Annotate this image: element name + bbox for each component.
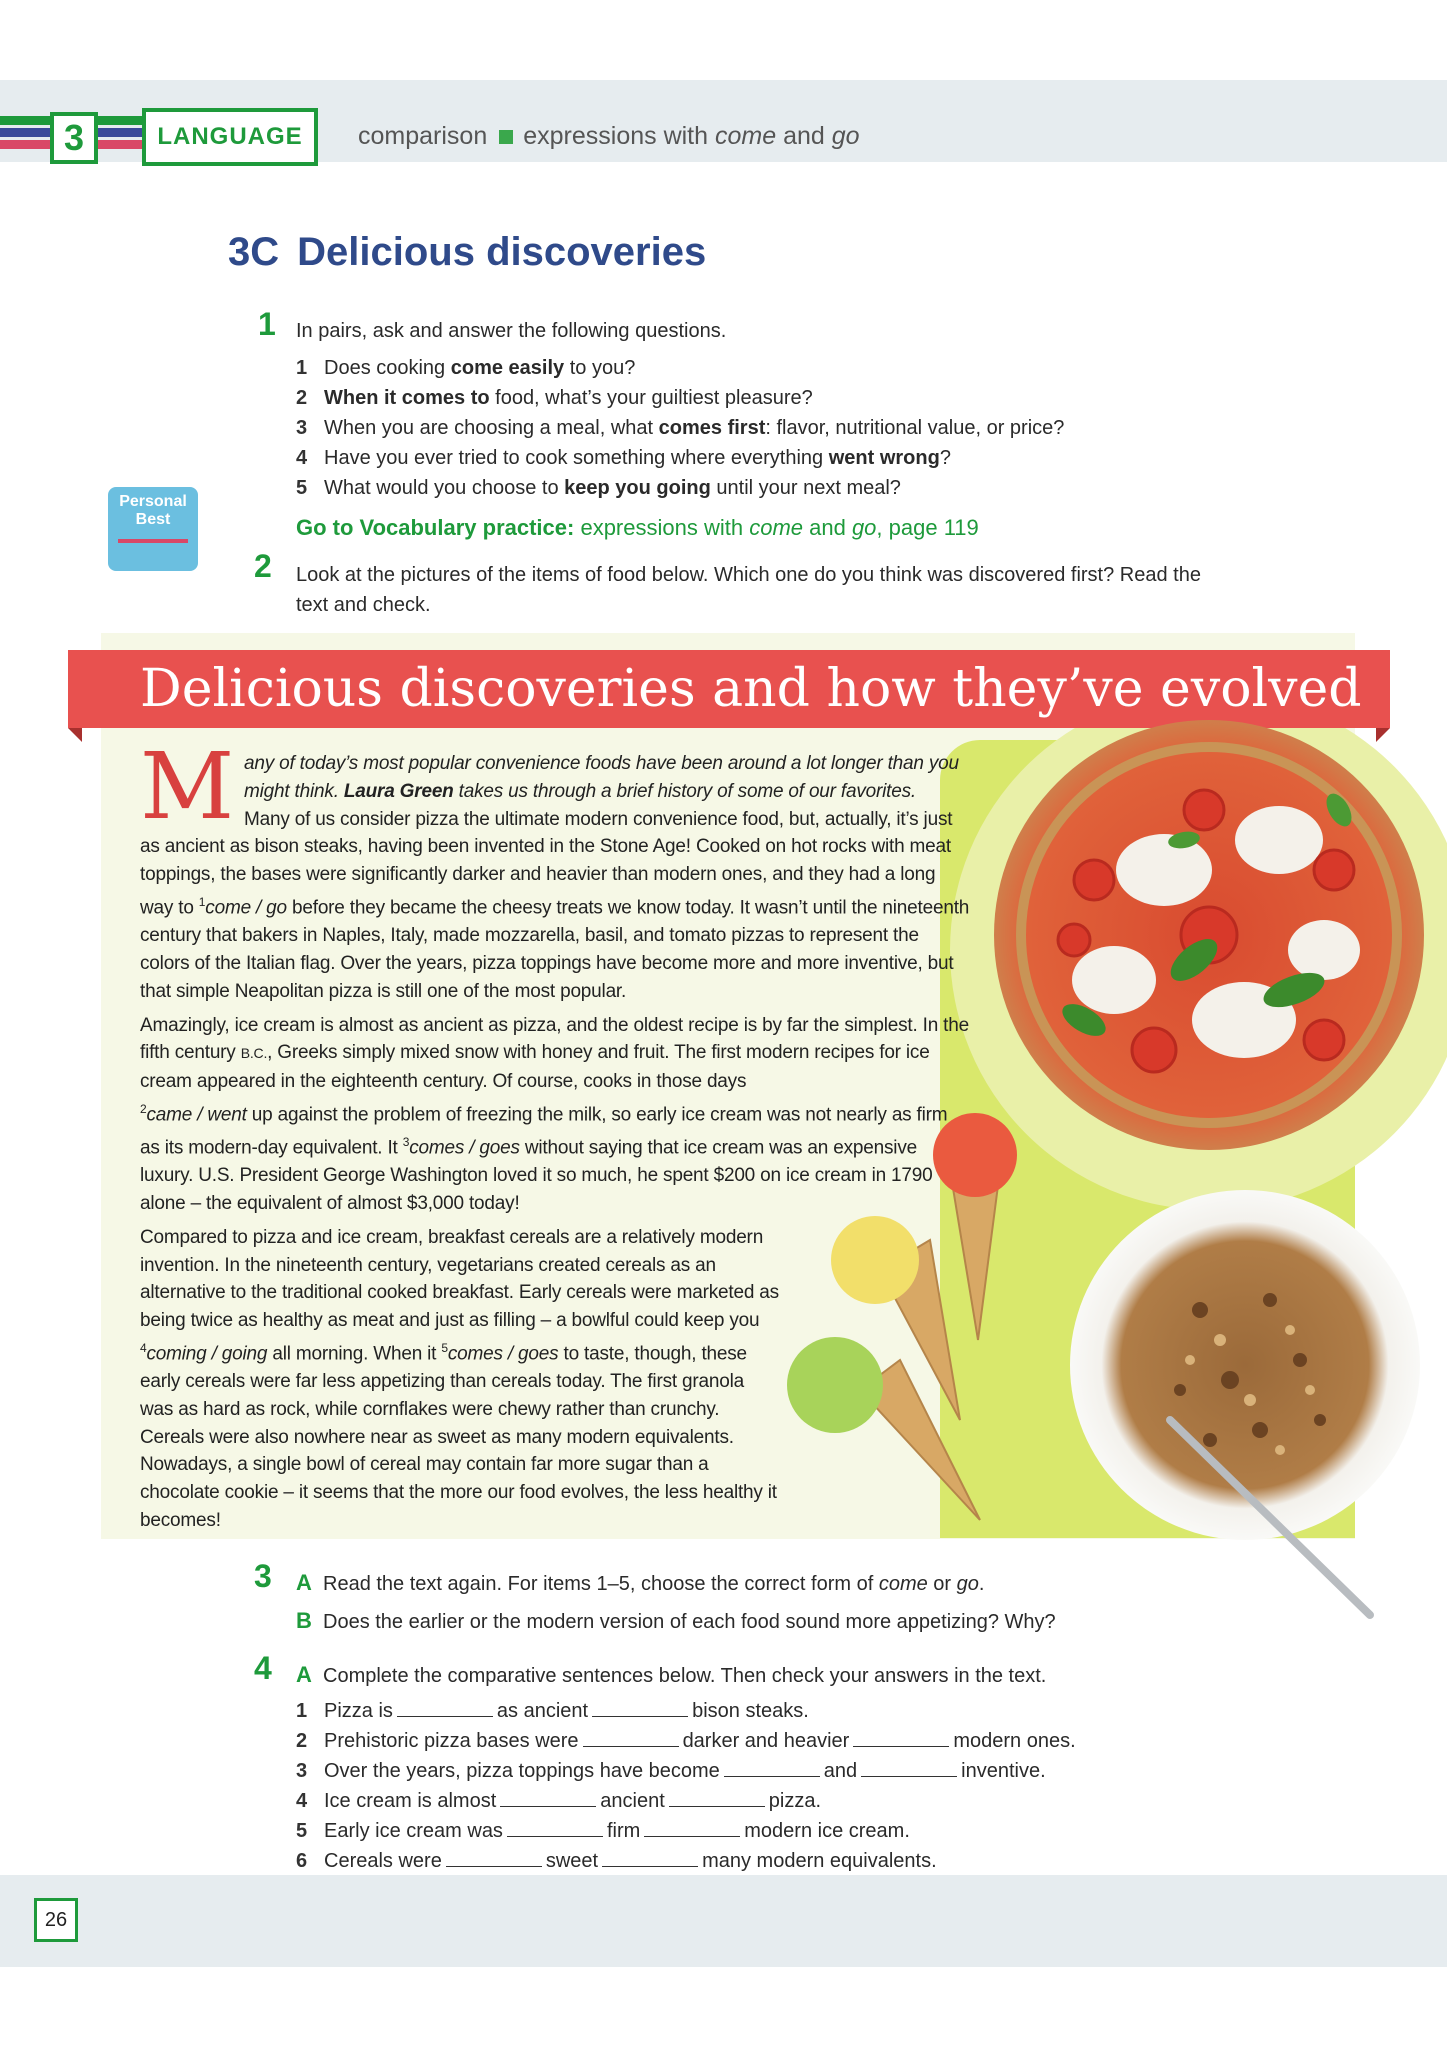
- drop-cap: M: [140, 733, 235, 840]
- question-text-end: to you?: [564, 357, 636, 379]
- exercise-3b-label: B: [296, 1608, 312, 1633]
- badge-line-2: Best: [135, 511, 171, 528]
- exercise-2-line-2: text and check.: [296, 594, 431, 616]
- answer-blank[interactable]: [669, 1789, 765, 1807]
- exercise-2-number: 2: [254, 548, 272, 584]
- item-number: 2: [296, 1730, 308, 1752]
- sentence-part: darker and heavier: [682, 1730, 850, 1752]
- ice-cream-text: Amazingly, ice cream is almost as ancient as pizza, and the oldest recipe is by far the simplest. In the fifth century: [140, 1014, 969, 1064]
- paragraph-pizza: Many of us consider pizza the ultimate modern convenience food, but, actually, it’s just as ancient as bison steaks, having been invented in the Stone Age! Cooked on hot rocks with meat toppings, the bases were significantly darker and heavier than modern ones, and they had a long way to: [140, 808, 953, 919]
- gap-sentence: [296, 1816, 1076, 1846]
- answer-blank[interactable]: [446, 1849, 542, 1867]
- pizza-toppings-icon: [994, 720, 1424, 1150]
- exercise-3b-text: Does the earlier or the modern version of each food sound more appetizing? Why?: [323, 1611, 1056, 1633]
- question-phrase: went wrong: [828, 447, 940, 469]
- sentence-part: Ice cream is almost: [324, 1790, 497, 1812]
- header-stripe-green-2: [98, 116, 144, 125]
- answer-blank[interactable]: [500, 1789, 596, 1807]
- header-topics: [358, 122, 860, 151]
- question-number: 1: [296, 357, 308, 379]
- item-number: 3: [296, 1760, 308, 1782]
- author-name: Laura Green: [343, 780, 454, 802]
- steps-icon: [118, 539, 188, 559]
- answer-blank[interactable]: [507, 1819, 603, 1837]
- cereal-text-3: to taste, though, these early cereals were far less appetizing than cereals today. The first granola was as hard as rock, while cornflakes were chewy rather than crunchy. Cereals were also nowhere near as sweet as many modern equivalents. Nowadays, a single bowl of cereal may contain far more sugar than a chocolate cookie – it seems that the more our food evolves, the less healthy it becomes!: [140, 1343, 777, 1532]
- link-label: Go to Vocabulary practice:: [296, 515, 575, 540]
- gap-sentence: [296, 1786, 1076, 1816]
- item-number: 5: [296, 1820, 308, 1842]
- intro-text-end: takes us through a brief history of some of our favorites.: [453, 780, 916, 802]
- sentence-part: pizza.: [768, 1790, 822, 1812]
- lesson-code: 3C: [228, 230, 280, 274]
- topic-and: and: [776, 122, 832, 150]
- exercise-4-items: [296, 1696, 1076, 1876]
- sentence-part: bison steaks.: [692, 1700, 809, 1722]
- sentence-part: Pizza is: [324, 1700, 393, 1722]
- sentence-part: inventive.: [961, 1760, 1046, 1782]
- article-intro: [140, 733, 970, 1006]
- exercise-3-number: 3: [254, 1558, 272, 1594]
- paragraph-cereal: [140, 1224, 780, 1535]
- question-text: Have you ever tried to cook something where everything: [324, 447, 829, 469]
- bc-text: B.C.: [240, 1045, 268, 1062]
- bullet-square-icon: [499, 130, 513, 144]
- question-number: 2: [296, 387, 308, 409]
- sentence-part: firm: [606, 1820, 641, 1842]
- section-label: LANGUAGE: [142, 108, 318, 166]
- exercise-3a-label: A: [296, 1570, 312, 1595]
- page-number: 26: [34, 1898, 78, 1942]
- answer-blank[interactable]: [583, 1729, 679, 1747]
- topic-go: go: [831, 122, 860, 150]
- topic-comparison: comparison: [358, 122, 488, 150]
- question-number: 5: [296, 477, 308, 499]
- exercise-4a-text: Complete the comparative sentences below. Then check your answers in the text.: [323, 1665, 1047, 1687]
- gap-sentence: [296, 1756, 1076, 1786]
- gap-5-number: 5: [441, 1340, 448, 1355]
- lesson-name: Delicious discoveries: [297, 230, 707, 274]
- ice-cream-text-3: up against the problem of freezing the milk, so early ice cream was not nearly as firm as its modern-day equivalent. It: [140, 1104, 948, 1159]
- sentence-part: Early ice cream was: [324, 1820, 503, 1842]
- vocabulary-practice-link[interactable]: [296, 515, 979, 541]
- spoon-icon: [1150, 1400, 1390, 1640]
- link-page: , page 119: [876, 515, 979, 540]
- question-text-end: food, what’s your guiltiest pleasure?: [489, 387, 813, 409]
- gap-1-choice[interactable]: come / go: [205, 897, 287, 919]
- paragraph-pizza-end: before they became the cheesy treats we know today. It wasn’t until the nineteenth century that bakers in Naples, Italy, made mozzarella, basil, and tomato pizzas to represent the colors of the Italian flag. Over the years, pizza toppings have become more and more inventive, but that simple Neapolitan pizza is still one of the most popular.: [140, 897, 970, 1002]
- gap-1-number: 1: [198, 894, 206, 909]
- sentence-part: modern ones.: [953, 1730, 1076, 1752]
- cereal-text-2: all morning. When it: [267, 1343, 442, 1365]
- link-text: expressions with: [574, 515, 750, 540]
- gap-5-choice[interactable]: comes / goes: [447, 1343, 559, 1365]
- question-item: [296, 443, 1064, 473]
- topic-expressions: expressions with: [523, 122, 715, 150]
- question-text: Does cooking: [324, 357, 451, 379]
- question-phrase: come easily: [450, 357, 565, 379]
- ex3a-pre: Read the text again. For items 1–5, choose the correct form of: [323, 1573, 879, 1595]
- gap-4-choice[interactable]: coming / going: [146, 1343, 268, 1365]
- sentence-part: many modern equivalents.: [702, 1850, 937, 1872]
- answer-blank[interactable]: [861, 1759, 957, 1777]
- gap-3-number: 3: [402, 1135, 410, 1150]
- link-go: go: [851, 515, 877, 540]
- footer-band: [0, 1875, 1447, 1967]
- ice-cream-text-4: without saying that ice cream was an expensive luxury. U.S. President George Washington loved it so much, he spent $200 on ice cream in 1790 alone – the equivalent of almost $3,000 today!: [140, 1137, 933, 1214]
- item-number: 6: [296, 1850, 308, 1872]
- question-number: 4: [296, 447, 308, 469]
- question-text: What would you choose to: [324, 477, 565, 499]
- answer-blank[interactable]: [644, 1819, 740, 1837]
- sentence-part: ancient: [600, 1790, 665, 1812]
- gap-sentence: [296, 1696, 1076, 1726]
- exercise-3a-text: [323, 1569, 984, 1599]
- answer-blank[interactable]: [724, 1759, 820, 1777]
- question-text: When you are choosing a meal, what: [324, 417, 659, 439]
- intro-text: any of today’s most popular convenience foods have been around a lot longer than you might think.: [244, 753, 959, 802]
- ex3a-go: go: [956, 1573, 979, 1595]
- answer-blank[interactable]: [397, 1699, 493, 1717]
- ex3a-post: .: [978, 1573, 985, 1595]
- lesson-title: [228, 230, 706, 275]
- sentence-part: as ancient: [496, 1700, 589, 1722]
- question-text-end: : flavor, nutritional value, or price?: [765, 417, 1065, 439]
- exercise-1-instruction: In pairs, ask and answer the following questions.: [296, 320, 727, 342]
- question-item: [296, 413, 1064, 443]
- cereal-text: Compared to pizza and ice cream, breakfast cereals are a relatively modern invention. In the nineteenth century, vegetarians created cereals as an alternative to the traditional cooked breakfast. Early cereals were marketed as being twice as healthy as meat and just as filling – a bowlful could keep you: [140, 1226, 779, 1332]
- question-phrase: When it comes to: [324, 387, 490, 409]
- gap-2-number: 2: [140, 1101, 147, 1116]
- banner-tail-left: [68, 728, 82, 742]
- sentence-part: and: [823, 1760, 858, 1782]
- badge-line-1: Personal: [119, 493, 187, 510]
- sentence-part: sweet: [545, 1850, 599, 1872]
- answer-blank[interactable]: [853, 1729, 949, 1747]
- exercise-1-number: 1: [258, 306, 276, 342]
- question-item: [296, 473, 1064, 503]
- item-number: 1: [296, 1700, 308, 1722]
- item-number: 4: [296, 1790, 308, 1812]
- sentence-part: Over the years, pizza toppings have become: [324, 1760, 720, 1782]
- ex3a-come: come: [878, 1573, 928, 1595]
- gap-sentence: [296, 1726, 1076, 1756]
- exercise-2-line-1: Look at the pictures of the items of food below. Which one do you think was discovered first? Read the: [296, 564, 1201, 586]
- question-text-end: ?: [939, 447, 951, 469]
- gap-3-choice[interactable]: comes / goes: [409, 1137, 520, 1159]
- question-number: 3: [296, 417, 308, 439]
- exercise-4-number: 4: [254, 1650, 272, 1686]
- header-stripe-red-2: [98, 140, 144, 149]
- article-body: [140, 733, 970, 1541]
- question-item: [296, 353, 1064, 383]
- ex3a-or: or: [927, 1573, 957, 1595]
- answer-blank[interactable]: [592, 1699, 688, 1717]
- exercise-1-questions: [296, 353, 1064, 503]
- gap-2-choice[interactable]: came / went: [146, 1104, 247, 1126]
- sentence-part: Prehistoric pizza bases were: [324, 1730, 579, 1752]
- personal-best-badge: [108, 487, 198, 571]
- article-title-banner: Delicious discoveries and how they’ve evolved: [68, 650, 1390, 728]
- pizza-image: [994, 720, 1424, 1150]
- answer-blank[interactable]: [602, 1849, 698, 1867]
- paragraph-ice-cream: [140, 1012, 970, 1218]
- ice-cream-text-2: , Greeks simply mixed snow with honey and fruit. The first modern recipes for ice cream appeared in the eighteenth century. Of course, cooks in those days: [140, 1042, 930, 1093]
- exercise-4a-label: A: [296, 1662, 312, 1687]
- header-stripe-blue-2: [98, 128, 144, 137]
- gap-4-number: 4: [140, 1340, 147, 1355]
- sentence-part: modern ice cream.: [744, 1820, 910, 1842]
- gap-sentence: [296, 1846, 1076, 1876]
- sentence-part: Cereals were: [324, 1850, 442, 1872]
- topic-come: come: [714, 122, 777, 150]
- question-phrase: comes first: [658, 417, 766, 439]
- question-item: [296, 383, 1064, 413]
- question-text-end: until your next meal?: [710, 477, 901, 499]
- link-come: come: [749, 515, 803, 540]
- unit-number: 3: [50, 112, 98, 164]
- link-and: and: [803, 515, 852, 540]
- question-phrase: keep you going: [564, 477, 711, 499]
